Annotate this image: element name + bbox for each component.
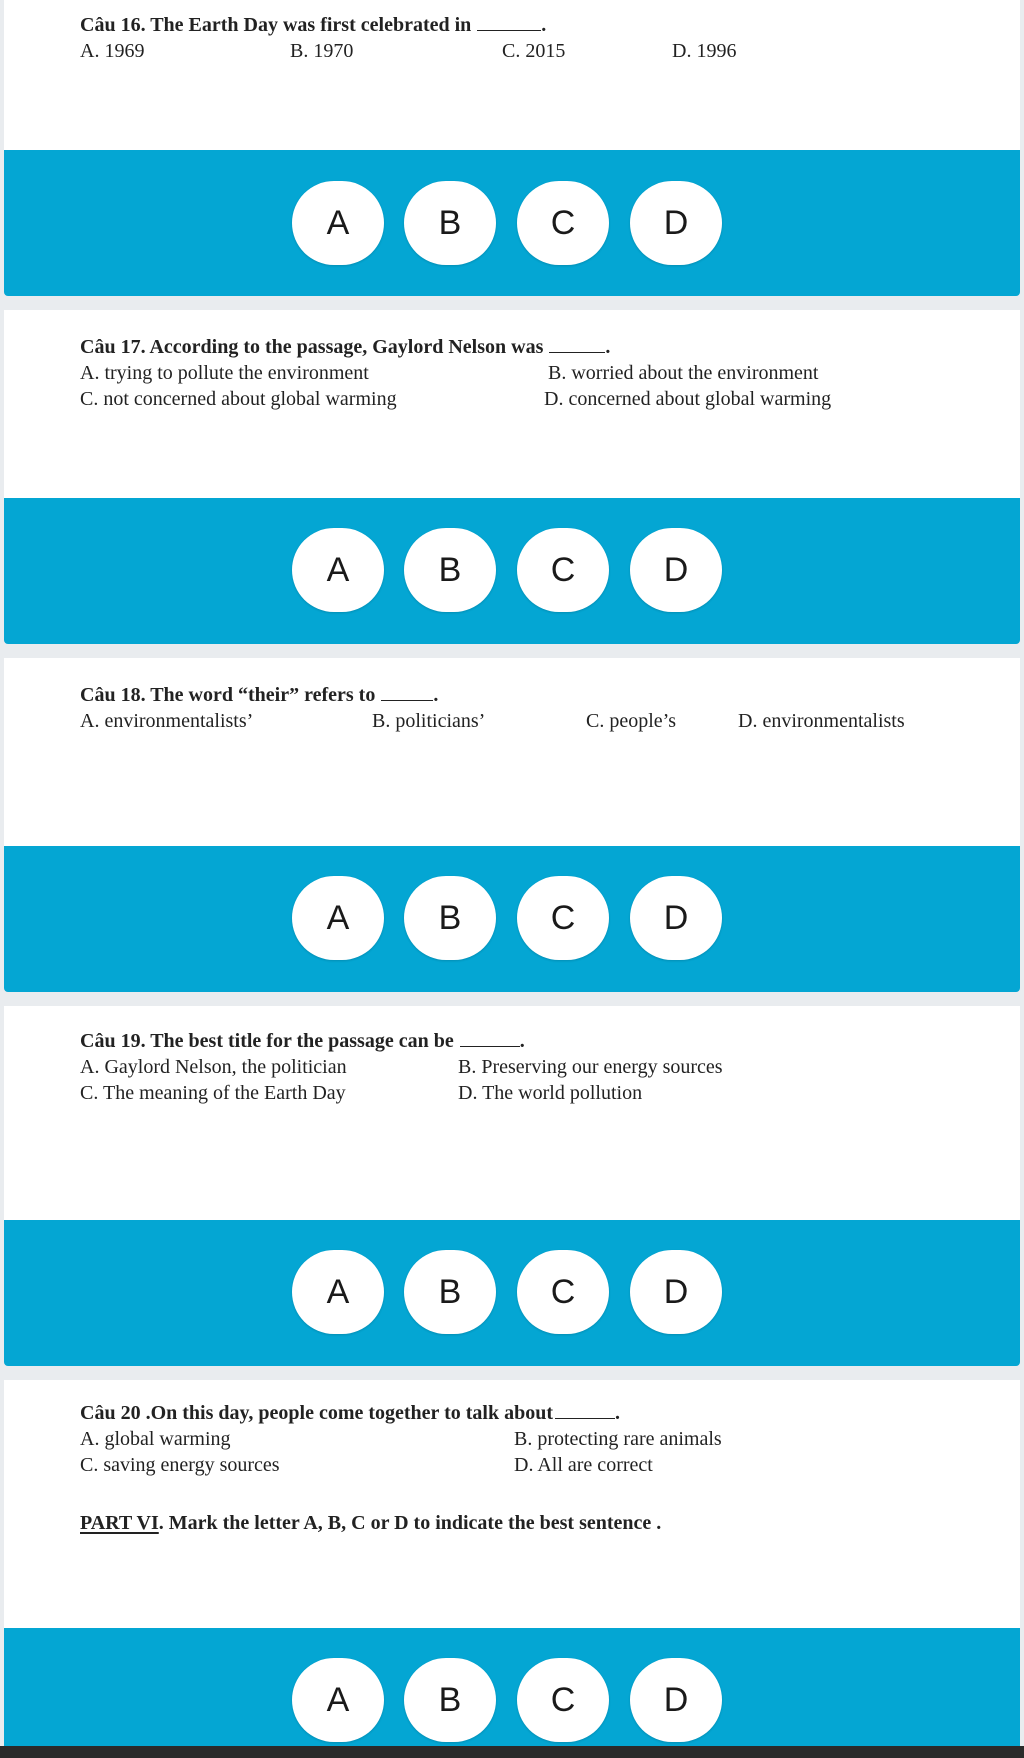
question-stem: Câu 20 .On this day, people come together to talk about: [80, 1402, 553, 1424]
answer-bar-18: [4, 846, 1020, 992]
answer-button-d[interactable]: D: [630, 528, 722, 612]
option-c: C. saving energy sources: [80, 1454, 280, 1476]
option-b: B. Preserving our energy sources: [458, 1056, 723, 1078]
answer-button-c[interactable]: C: [517, 876, 609, 960]
option-d: D. concerned about global warming: [544, 388, 832, 410]
option-d: D. environmentalists: [738, 710, 905, 732]
answer-bar-17: [4, 498, 1020, 644]
option-c: C. 2015: [502, 40, 566, 62]
question-stem: Câu 17. According to the passage, Gaylord Nelson was: [80, 336, 544, 358]
option-b: B. 1970: [290, 40, 354, 62]
answer-button-a[interactable]: A: [292, 528, 384, 612]
option-d: D. All are correct: [514, 1454, 653, 1476]
answer-button-d[interactable]: D: [630, 876, 722, 960]
answer-button-b[interactable]: B: [404, 1250, 496, 1334]
option-b: B. politicians’: [372, 710, 486, 732]
answer-button-c[interactable]: C: [517, 528, 609, 612]
option-c: C. not concerned about global warming: [80, 388, 397, 410]
option-c: C. people’s: [586, 710, 676, 732]
answer-bar-16: [4, 150, 1020, 296]
answer-button-a[interactable]: A: [292, 1250, 384, 1334]
option-d: D. 1996: [672, 40, 737, 62]
question-18: Câu 18. The word “their” refers to . A. environmentalists’ B. politicians’ C. people’s D. environmentalists: [80, 684, 905, 732]
answer-bar-19: [4, 1220, 1020, 1366]
bottom-system-bar: [0, 1746, 1024, 1758]
option-d: D. The world pollution: [458, 1082, 643, 1104]
answer-button-a[interactable]: A: [292, 181, 384, 265]
question-stem: Câu 18. The word “their” refers to: [80, 684, 376, 706]
question-16: Câu 16. The Earth Day was first celebrated in . A. 1969 B. 1970 C. 2015 D. 1996: [80, 14, 737, 62]
answer-button-b[interactable]: B: [404, 181, 496, 265]
question-stem: Câu 19. The best title for the passage can be: [80, 1030, 454, 1052]
option-a: A. 1969: [80, 40, 145, 62]
question-17: Câu 17. According to the passage, Gaylord Nelson was . A. trying to pollute the environment B. worried about the environment C. not concerned about global warming D. concerned about global warming: [80, 336, 832, 410]
option-b: B. worried about the environment: [548, 362, 819, 384]
answer-button-d[interactable]: D: [630, 181, 722, 265]
part-label: PART VI: [80, 1512, 159, 1534]
answer-button-c[interactable]: C: [517, 1658, 609, 1742]
answer-button-a[interactable]: A: [292, 1658, 384, 1742]
option-c: C. The meaning of the Earth Day: [80, 1082, 346, 1104]
option-a: A. environmentalists’: [80, 710, 254, 732]
answer-button-d[interactable]: D: [630, 1658, 722, 1742]
option-a: A. trying to pollute the environment: [80, 362, 369, 384]
option-b: B. protecting rare animals: [514, 1428, 722, 1450]
answer-button-b[interactable]: B: [404, 876, 496, 960]
part-instruction: . Mark the letter A, B, C or D to indicate the best sentence .: [158, 1512, 662, 1534]
question-stem: Câu 16. The Earth Day was first celebrated in: [80, 14, 472, 36]
option-a: A. Gaylord Nelson, the politician: [80, 1056, 347, 1078]
option-a: A. global warming: [80, 1428, 231, 1450]
answer-button-c[interactable]: C: [517, 1250, 609, 1334]
answer-button-d[interactable]: D: [630, 1250, 722, 1334]
answer-button-c[interactable]: C: [517, 181, 609, 265]
question-19: Câu 19. The best title for the passage can be . A. Gaylord Nelson, the politician B. Preserving our energy sources C. The meaning of the Earth Day D. The world pollution: [80, 1030, 723, 1104]
answer-button-b[interactable]: B: [404, 1658, 496, 1742]
answer-button-b[interactable]: B: [404, 528, 496, 612]
answer-button-a[interactable]: A: [292, 876, 384, 960]
answer-bar-20: [4, 1628, 1020, 1746]
part-heading: [80, 1512, 661, 1535]
question-20: Câu 20 .On this day, people come together to talk about . A. global warming B. protecting rare animals C. saving energy sources D. All are correct: [80, 1402, 722, 1476]
